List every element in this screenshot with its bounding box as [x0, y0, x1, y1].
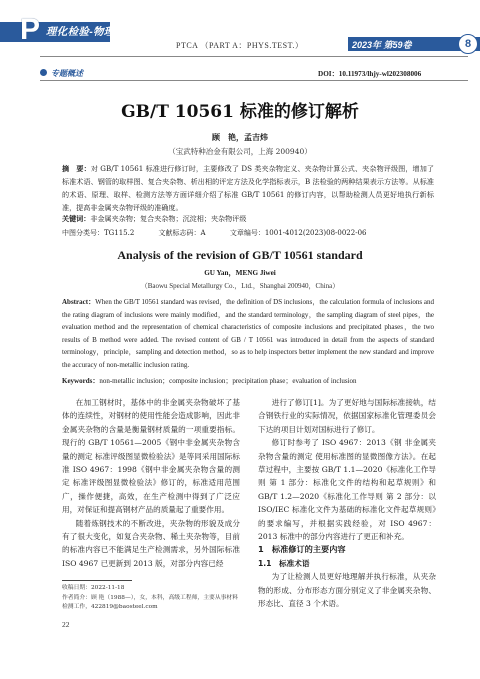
keywords-cn-label: 关键词： — [62, 214, 91, 223]
section-label: 专题概述 — [51, 69, 83, 78]
doi-rule — [40, 80, 468, 81]
abstract-cn-text: 对 GB/T 10561 标准进行修订时，主要修改了 DS 类夹杂物定义、夹杂物计算公式、夹杂物评级图，增加了标准术语、钢管的取样图、复合夹杂物、析出相的评定方法及化学指标表示，B 法检验的两种结果表示方法等。从标准的术语、原理、取样、检测方法等方面详细介绍了标准 GB/T 10561 的修订内容，以帮助检测人员更好地执行新标准，提高非金属夹杂物评级的准确度。 — [62, 164, 434, 212]
keywords-en-label: Keywords： — [62, 377, 100, 385]
author-bio: 作者简介：顾 艳（1988—），女，本科，高级工程师，主要从事材料检测工作，422819@baosteel.com — [62, 595, 239, 610]
doi: DOI：10.11973/lhjy-wl202308006 — [318, 70, 422, 78]
header-rule — [40, 56, 468, 57]
keywords-en — [62, 376, 434, 386]
journal-logo-icon: P — [20, 13, 41, 46]
keywords-cn — [62, 214, 434, 224]
clc-number: 中图分类号：TG115.2 — [62, 229, 135, 237]
article-number: 文章编号：1001-4012(2023)08-0022-06 — [229, 229, 367, 237]
journal-name: 理化检验-物理分册 — [46, 26, 137, 38]
subsection-heading: 1.1 标准术语 — [258, 558, 310, 568]
abstract-en-label: Abstract： — [62, 298, 96, 306]
abstract-en-text: When the GB/T 10561 standard was revised，the definition of DS inclusions，the calculation formula of inclusions and the rating diagram of inclusions were mainly modified，and the standard terminology，the sampling diagram of steel pipes，the evaluation method and the representation of chemical characteristics of composite inclusions and precipitated phases，the two results of B method were added. The revised content of GB / T 10561 was introduced in detail from the aspects of standard terminology，principle，sampling and detection method，so as to help inspectors better implement the new standard and improve the accuracy of non-metallic inclusion rating. — [62, 298, 434, 369]
received-date: 收稿日期：2022-11-18 — [62, 585, 125, 591]
section-icon — [40, 69, 47, 76]
title-cn: GB/T 10561 标准的修订解析 — [121, 102, 359, 122]
document-code: 文献标志码：A — [158, 229, 206, 237]
body-left-column — [62, 396, 240, 570]
year-volume: 2023年 第59卷 — [352, 40, 412, 50]
body-paragraph: 在加工钢材时，基体中的非金属夹杂物破坏了基体的连续性，对钢材的使用性能会造成影响，因此非金属夹杂物的含量是衡量钢材质量的一项重要指标。现行的 GB/T 10561—2005《钢中非金属夹杂物含量的测定 标准评级图显微检验法》是等同采用国际标准 ISO 4967：1998《钢中非金属夹杂物含量的测定 标准评级图显微检验法》修订的，标准适用范围广，操作便捷，高效，在生产检测中得到了广泛应用，对保证和提高钢材产品的质量起了重要作用。 — [62, 398, 240, 515]
page-number: 22 — [62, 620, 70, 629]
body-paragraph: 修订时参考了 ISO 4967：2013《钢 非金属夹杂物含量的测定 使用标准图的显微图像方法》。在起草过程中，主要按 GB/T 1.1—2020《标准化工作导则 第 1 部分：标准化文件的结构和起草规则》和 GB/T 1.2—2020《标准化工作导则 第 2 部分：以 ISO/IEC 标准化文件为基础的标准化文件起草规则》的要求编写，并根据实践经验，对 ISO 4967：2013 标准中的部分内容进行了更正和补充。 — [258, 438, 436, 542]
body-paragraph: 进行了修订[1]。为了更好地与国际标准接轨，结合钢铁行业的实际情况，依据国家标准化管理委员会下达的项目计划对国标进行了修订。 — [258, 398, 436, 434]
journal-center-title: PTCA （PART A：PHYS.TEST.） — [176, 41, 304, 50]
abstract-cn-label: 摘 要： — [62, 164, 91, 173]
affiliation-cn: （宝武特种冶金有限公司，上海 200940） — [168, 147, 312, 156]
abstract-cn — [62, 162, 434, 214]
section-heading: 1 标准修订的主要内容 — [258, 544, 346, 555]
authors-en: GU Yan，MENG Jiwei — [204, 269, 276, 277]
keywords-cn-text: 非金属夹杂物；复合夹杂物；沉淀相；夹杂物评级 — [90, 214, 247, 223]
abstract-en — [62, 296, 434, 372]
body-paragraph: 为了让检测人员更好地理解并执行标准，从夹杂物的形成、分布形态方面分别定义了非金属夹杂物、形态比、直径 3 个术语。 — [258, 572, 436, 609]
body-right-column — [258, 396, 436, 611]
issue-number: 8 — [458, 34, 478, 54]
title-en: Analysis of the revision of GB/T 10561 standard — [117, 248, 363, 262]
footnote-rule — [62, 580, 132, 581]
affiliation-en: （Baowu Special Metallurgy Co.，Ltd.，Shanghai 200940，China） — [140, 282, 340, 290]
body-paragraph: 随着炼钢技术的不断改进，夹杂物的形貌及成分有了很大变化，如复合夹杂物、稀土夹杂物等，目前的标准内容已不能满足生产检测需求，另外国际标准 ISO 4967 已更新到 2013 版，对部分内容已经 — [62, 518, 240, 568]
authors-cn: 顾 艳，孟吉炜 — [212, 132, 268, 142]
article-meta-cn — [62, 228, 434, 238]
keywords-en-text: non-metallic inclusion；composite inclusion；precipitation phase；evaluation of inclusion — [99, 377, 357, 385]
